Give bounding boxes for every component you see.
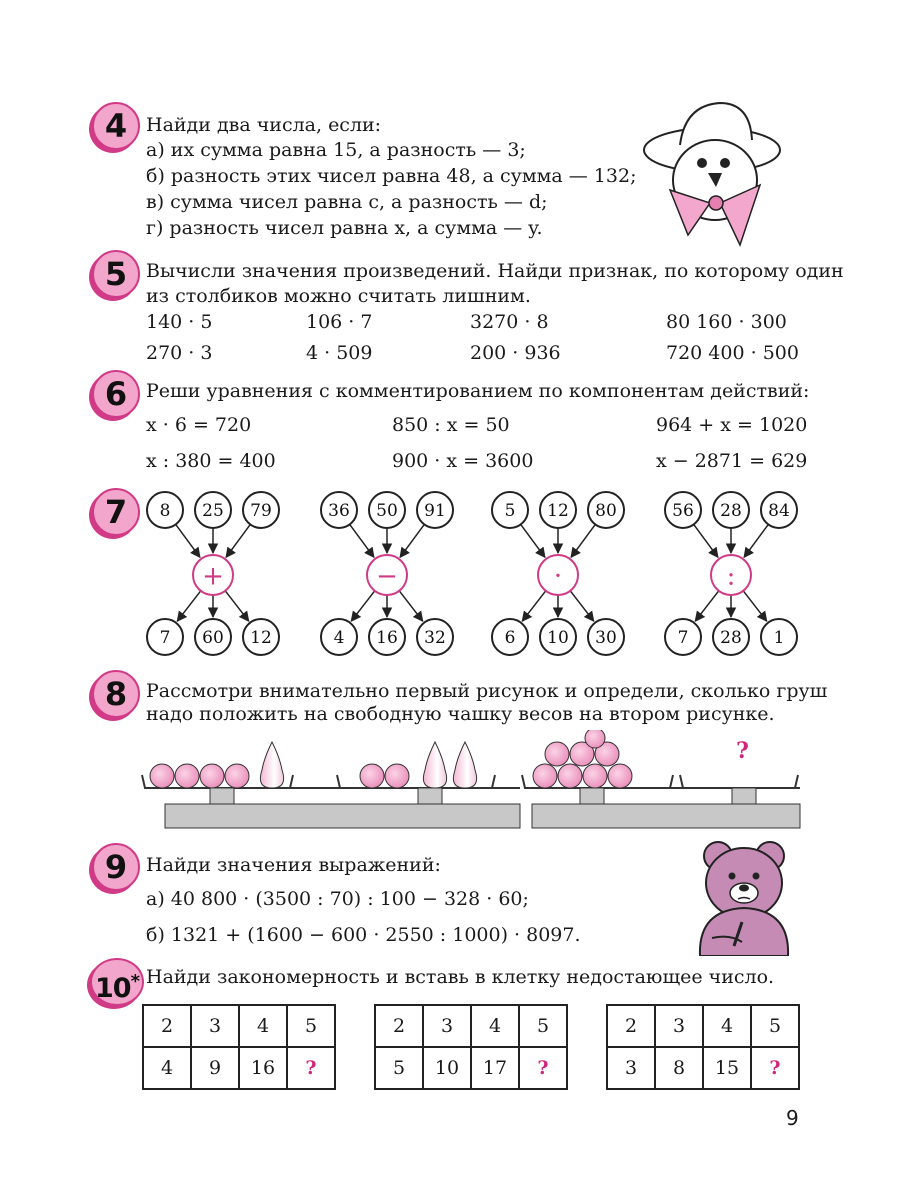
task-5-badge: 5 — [92, 250, 140, 298]
arrow — [399, 591, 423, 621]
task-5-expression: 720 400 · 500 — [666, 342, 799, 364]
scales-illustration — [140, 730, 820, 840]
table-cell: 16 — [239, 1047, 287, 1089]
input-number-label: 5 — [504, 501, 516, 522]
task-5-expression: 270 · 3 — [146, 342, 213, 364]
operation-label: + — [202, 561, 224, 592]
table-cell: 2 — [143, 1005, 191, 1047]
task-5-expression: 80 160 · 300 — [666, 311, 787, 333]
arrow — [570, 591, 594, 621]
table-cell: 5 — [519, 1005, 567, 1047]
arrow — [695, 591, 719, 621]
page-number: 9 — [786, 1106, 799, 1130]
task-6-title: Реши уравнения с комментированием по компонентам действий: — [146, 380, 810, 402]
task-5-line-1: Вычисли значения произведений. Найди признак, по которому один — [146, 260, 844, 282]
task-5-expression: 3270 · 8 — [470, 311, 549, 333]
arrow — [176, 524, 200, 557]
operation-label: − — [376, 561, 398, 592]
result-number-label: 7 — [159, 628, 171, 649]
task-4-item-b: б) разность этих чисел равна 48, а сумма — 132; — [146, 165, 637, 187]
task-4-title: Найди два числа, если: — [146, 114, 382, 136]
operation-diagrams — [0, 480, 900, 660]
missing-cell[interactable]: ? — [287, 1047, 335, 1089]
chick-illustration — [640, 95, 790, 255]
input-number-label: 79 — [250, 501, 272, 522]
table-cell: 8 — [655, 1047, 703, 1089]
task-5-expression: 106 · 7 — [306, 311, 373, 333]
arrow — [351, 591, 375, 621]
result-number-label: 30 — [595, 628, 617, 649]
input-number-label: 36 — [328, 501, 350, 522]
task-7-badge: 7 — [92, 488, 140, 536]
task-6-equation: x − 2871 = 629 — [656, 450, 808, 472]
task-5-expression: 140 · 5 — [146, 311, 213, 333]
result-number-label: 6 — [504, 628, 516, 649]
task-9-badge: 9 — [92, 843, 140, 891]
number-table-3 — [606, 1004, 800, 1090]
arrow — [350, 524, 374, 557]
table-cell: 5 — [751, 1005, 799, 1047]
input-number-label: 84 — [768, 501, 790, 522]
task-6-equation: 850 : x = 50 — [392, 414, 510, 436]
operation-label: : — [726, 561, 736, 592]
task-6-equation: 964 + x = 1020 — [656, 414, 808, 436]
table-cell: 17 — [471, 1047, 519, 1089]
input-number-label: 91 — [424, 501, 446, 522]
task-9-item-b: б) 1321 + (1600 − 600 · 2550 : 1000) · 8097. — [146, 924, 581, 946]
arrow — [177, 591, 201, 621]
task-8-badge: 8 — [92, 670, 140, 718]
task-6-badge: 6 — [92, 370, 140, 418]
table-cell: 3 — [423, 1005, 471, 1047]
table-cell: 4 — [143, 1047, 191, 1089]
task-4-badge: 4 — [92, 102, 140, 150]
task-5-line-2: из столбиков можно считать лишним. — [146, 285, 531, 307]
task-4-item-c: в) сумма чисел равна c, а разность — d; — [146, 191, 548, 213]
result-number-label: 10 — [547, 628, 569, 649]
number-table-2 — [374, 1004, 568, 1090]
task-9-title: Найди значения выражений: — [146, 854, 441, 876]
arrow — [226, 524, 250, 557]
input-number-label: 80 — [595, 501, 617, 522]
task-9-item-a: а) 40 800 · (3500 : 70) : 100 − 328 · 60; — [146, 888, 529, 910]
result-number-label: 12 — [250, 628, 272, 649]
operation-label: · — [553, 561, 563, 592]
table-cell: 4 — [471, 1005, 519, 1047]
task-8-line-2: надо положить на свободную чашку весов на втором рисунке. — [146, 703, 775, 725]
input-number-label: 56 — [672, 501, 694, 522]
arrow — [744, 524, 768, 557]
scale-2 — [522, 730, 800, 828]
bear-illustration — [690, 838, 800, 956]
task-8-line-1: Рассмотри внимательно первый рисунок и определи, сколько груш — [146, 680, 828, 702]
input-number-label: 25 — [202, 501, 224, 522]
result-number-label: 16 — [376, 628, 398, 649]
task-4-item-d: г) разность чисел равна x, а сумма — y. — [146, 217, 543, 239]
number-table-1 — [142, 1004, 336, 1090]
table-cell: 3 — [655, 1005, 703, 1047]
scale-1 — [142, 742, 520, 828]
task-6-equation: 900 · x = 3600 — [392, 450, 534, 472]
input-number-label: 8 — [159, 501, 171, 522]
arrow — [521, 524, 545, 557]
missing-cell[interactable]: ? — [519, 1047, 567, 1089]
missing-cell[interactable]: ? — [751, 1047, 799, 1089]
result-number-label: 32 — [424, 628, 446, 649]
result-number-label: 28 — [720, 628, 742, 649]
result-number-label: 4 — [333, 628, 345, 649]
input-number-label: 28 — [720, 501, 742, 522]
input-number-label: 12 — [547, 501, 569, 522]
arrow — [743, 591, 767, 621]
arrow — [225, 591, 249, 621]
task-10-star: * — [130, 971, 139, 992]
table-cell: 5 — [375, 1047, 423, 1089]
table-cell: 2 — [607, 1005, 655, 1047]
arrow — [522, 591, 546, 621]
input-number-label: 50 — [376, 501, 398, 522]
table-cell: 15 — [703, 1047, 751, 1089]
result-number-label: 7 — [677, 628, 689, 649]
result-number-label: 1 — [773, 628, 785, 649]
arrow — [400, 524, 424, 557]
table-cell: 9 — [191, 1047, 239, 1089]
task-5-expression: 4 · 509 — [306, 342, 373, 364]
task-10-number: 10 — [95, 973, 131, 1004]
table-cell: 2 — [375, 1005, 423, 1047]
task-10-badge — [90, 958, 144, 1006]
task-4-item-a: а) их сумма равна 15, а разность — 3; — [146, 139, 526, 161]
table-cell: 3 — [607, 1047, 655, 1089]
arrow — [694, 524, 718, 557]
table-cell: 10 — [423, 1047, 471, 1089]
task-10-title: Найди закономерность и вставь в клетку недостающее число. — [146, 966, 775, 988]
task-6-equation: x · 6 = 720 — [146, 414, 252, 436]
arrow — [571, 524, 595, 557]
task-6-equation: x : 380 = 400 — [146, 450, 276, 472]
task-5-expression: 200 · 936 — [470, 342, 561, 364]
result-number-label: 60 — [202, 628, 224, 649]
table-cell: 4 — [703, 1005, 751, 1047]
table-cell: 3 — [191, 1005, 239, 1047]
unknown-mark: ? — [736, 738, 749, 764]
table-cell: 5 — [287, 1005, 335, 1047]
table-cell: 4 — [239, 1005, 287, 1047]
